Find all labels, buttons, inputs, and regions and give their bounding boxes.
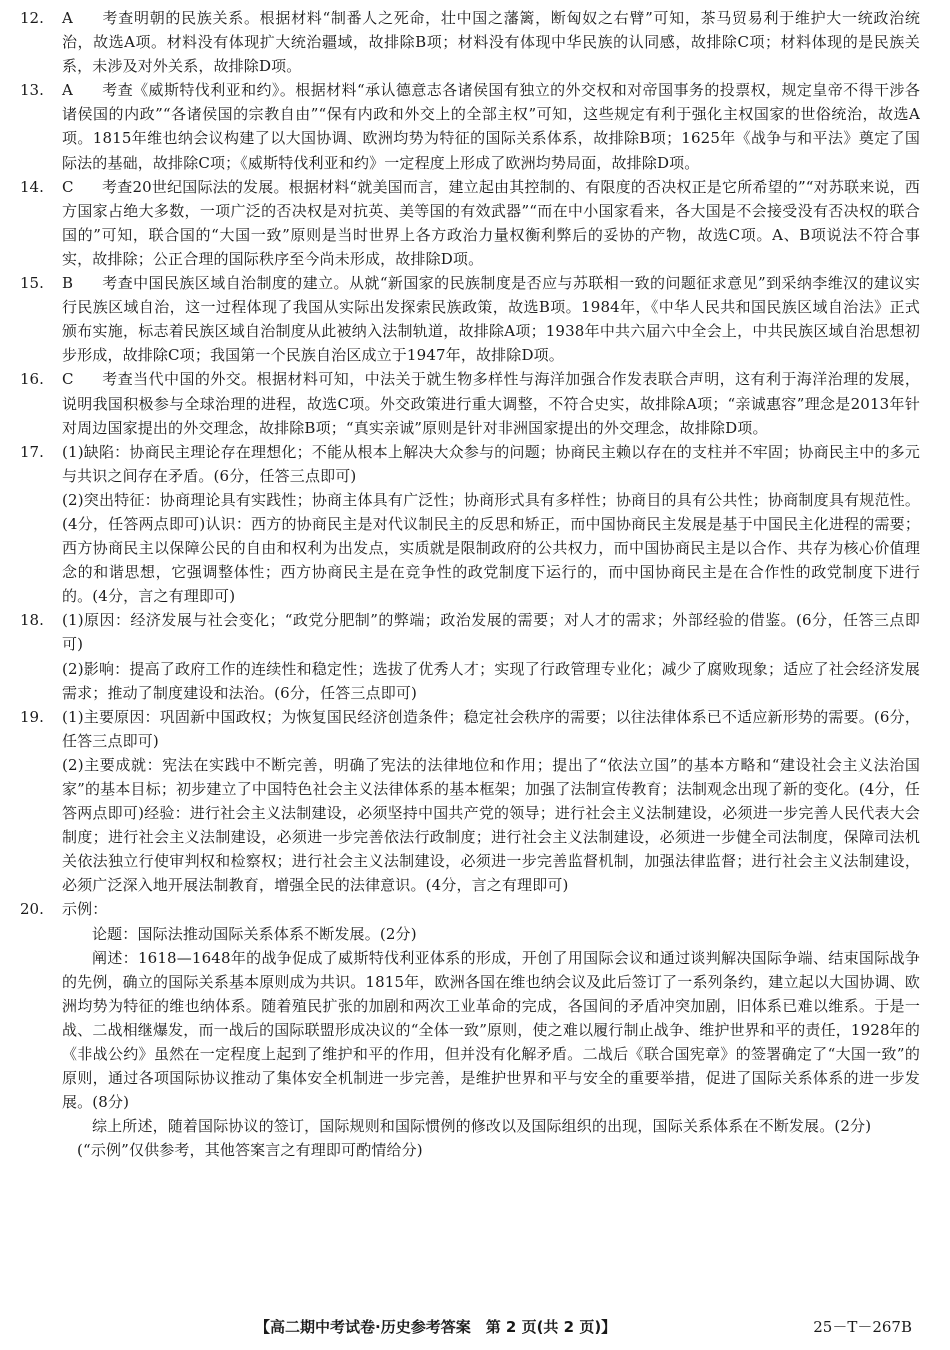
answer-explanation (62, 175, 920, 271)
answer-choice: B (62, 274, 74, 293)
explanation-text: 考查当代中国的外交。根据材料可知，中法关于就生物多样性与海洋加强合作发表联合声明，这有利于海洋治理的发展，说明我国积极参与全球治理的进程，故选C项。外交政策进行重大调整，不符合史实，故排除A项；“亲诚惠容”理念是2013年针对周边国家提出的外交理念，故排除B项；“真实亲诚”原则是针对非洲国家提出的外交理念，故排除D项。 (62, 370, 920, 437)
answer-item-13 (20, 78, 920, 174)
example-heading: 示例： (62, 900, 108, 919)
answer-choice: C (62, 370, 74, 389)
question-number: 12. (20, 9, 44, 27)
question-number: 13. (20, 81, 44, 100)
answer-choice: A (62, 81, 73, 100)
question-number: 18. (20, 611, 44, 630)
question-number: 20. (20, 900, 44, 919)
answer-explanation (62, 367, 920, 439)
essay-conclusion: 综上所述，随着国际协议的签订，国际规则和国际惯例的修改以及国际组织的出现，国际关系体系在不断发展。(2分) (92, 1117, 872, 1136)
grading-note: (“示例”仅供参考，其他答案言之有理即可酌情给分) (77, 1141, 423, 1160)
answer-choice: C (62, 177, 74, 196)
answer-item-14 (20, 175, 920, 271)
answer-explanation (62, 6, 920, 78)
answer-item-15 (20, 271, 920, 367)
answer-key-page (20, 6, 920, 1163)
explanation-text: 考查明朝的民族关系。根据材料“制番人之死命，壮中国之藩篱，断匈奴之右臂”可知，茶马贸易利于维护大一统政治统治，故选A项。材料没有体现扩大统治疆域，故排除B项；材料没有体现中华民族的认同感，故排除C项；材料体现的是民族关系，未涉及对外关系，故排除D项。 (62, 9, 920, 76)
answer-part-2: (2)影响：提高了政府工作的连续性和稳定性；选拔了优秀人才；实现了行政管理专业化；减少了腐败现象；适应了社会经济发展需求；推动了制度建设和法治。(6分，任答三点即可) (62, 659, 920, 702)
answer-part-1: (1)主要原因：巩固新中国政权；为恢复国民经济创造条件；稳定社会秩序的需要；以往法律体系已不适应新形势的需要。(6分，任答三点即可) (62, 707, 920, 750)
explanation-text: 考查中国民族区域自治制度的建立。从就“新国家的民族制度是否应与苏联相一致的问题征求意见”到采纳李维汉的建议实行民族区域自治，这一过程体现了我国从实际出发探索民族政策，故选B项。1984年，《中华人民共和国民族区域自治法》正式颁布实施，标志着民族区域自治制度从此被纳入法制轨道，故排除A项；1938年中共六届六中全会上，中共民族区域自治思想初步形成，故排除C项；我国第一个民族自治区成立于1947年，故排除D项。 (62, 274, 920, 365)
page-footer (0, 1315, 950, 1343)
answer-explanation (62, 78, 920, 174)
question-number: 14. (20, 177, 44, 196)
question-number: 19. (20, 707, 44, 726)
answer-item-19 (20, 705, 920, 898)
question-number: 16. (20, 370, 44, 389)
answer-choice: A (62, 9, 73, 27)
answer-part-1: (1)缺陷：协商民主理论存在理想化；不能从根本上解决大众参与的问题；协商民主赖以存在的支柱并不牢固；协商民主中的多元与共识之间存在矛盾。(6分，任答三点即可) (62, 442, 920, 485)
explanation-text: 考查《威斯特伐利亚和约》。根据材料“承认德意志各诸侯国有独立的外交权和对帝国事务的投票权，规定皇帝不得干涉各诸侯国的内政”“各诸侯国的宗教自由”“保有内政和外交上的全部主权”可知，这些规定有利于强化主权国家的世俗统治，故选A项。1815年维也纳会议构建了以大国协调、欧洲均势为特征的国际关系体系，故排除B项；1625年《战争与和平法》奠定了国际法的基础，故排除C项；《威斯特伐利亚和约》一定程度上形成了欧洲均势局面，故排除D项。 (62, 81, 920, 172)
explanation-text: 考查20世纪国际法的发展。根据材料“就美国而言，建立起由其控制的、有限度的否决权正是它所希望的”“对苏联来说，西方国家占绝大多数，一项广泛的否决权是对抗英、美等国的有效武器”“而在中小国家看来，各大国是不会接受没有否决权的联合国的”可知，联合国的“大国一致”原则是当时世界上各方政治力量权衡利弊后的妥协的产物，故选C项。A、B项说法不符合事实，故排除；公正合理的国际秩序至今尚未形成，故排除D项。 (62, 177, 920, 268)
question-number: 15. (20, 274, 44, 293)
answer-explanation (62, 705, 920, 898)
answer-item-16 (20, 367, 920, 439)
answer-explanation (62, 271, 920, 367)
essay-example (62, 922, 920, 1163)
footer-title: 【高二期中考试卷·历史参考答案 第 2 页(共 2 页)】 (255, 1318, 617, 1336)
answer-item-17 (20, 440, 920, 609)
answer-explanation (62, 440, 920, 609)
answer-item-12 (20, 6, 920, 78)
answer-item-18 (20, 608, 920, 704)
answer-explanation (62, 608, 920, 704)
answer-item-20 (20, 897, 920, 921)
essay-thesis: 论题：国际法推动国际关系体系不断发展。(2分) (92, 924, 417, 943)
question-number: 17. (20, 442, 44, 461)
answer-part-1: (1)原因：经济发展与社会变化；“政党分肥制”的弊端；政治发展的需要；对人才的需求；外部经验的借鉴。(6分，任答三点即可) (62, 611, 920, 654)
answer-part-2: (2)主要成就：宪法在实践中不断完善，明确了宪法的法律地位和作用；提出了“依法立国”的基本方略和“建设社会主义法治国家”的基本目标；初步建立了中国特色社会主义法律体系的基本框架；加强了法制宣传教育；法制观念出现了新的变化。(4分，任答两点即可)经验：进行社会主义法制建设，必须坚持中国共产党的领导；进行社会主义法制建设，必须进一步完善人民代表大会制度；进行社会主义法制建设，必须进一步完善依法行政制度；进行社会主义法制建设，必须进一步健全司法制度，保障司法机关依法独立行使审判权和检察权；进行社会主义法制建设，必须进一步完善监督机制，加强法律监督；进行社会主义法制建设，必须广泛深入地开展法制教育，增强全民的法律意识。(4分，言之有理即可) (62, 755, 920, 895)
essay-argument: 阐述：1618—1648年的战争促成了威斯特伐利亚体系的形成，开创了用国际会议和通过谈判解决国际争端、结束国际战争的先例，确立的国际关系基本原则成为共识。1815年，欧洲各国在维也纳会议及此后签订了一系列条约，建立起以大国协调、欧洲均势为特征的维也纳体系。随着殖民扩张的加剧和两次工业革命的完成，各国间的矛盾冲突加剧，旧体系已难以维系。于是一战、二战相继爆发，而一战后的国际联盟形成决议的“全体一致”原则，使之难以履行制止战争、维护世界和平的责任，1928年的《非战公约》虽然在一定程度上起到了维护和平的作用，但并没有化解矛盾。二战后《联合国宪章》的签署确定了“大国一致”的原则，通过各项国际协议推动了集体安全机制进一步完善，是维护世界和平与安全的重要举措，促进了国际关系体系的进一步发展。(8分) (62, 948, 920, 1112)
answer-part-2: (2)突出特征：协商理论具有实践性；协商主体具有广泛性；协商形式具有多样性；协商目的具有公共性；协商制度具有规范性。(4分，任答两点即可)认识：西方的协商民主是对代议制民主的反思和矫正，而中国协商民主发展是基于中国民主化进程的需要；西方协商民主以保障公民的自由和权利为出发点，实质就是限制政府的公共权力，而中国协商民主是以合作、共存为核心价值理念的和谐思想，它强调整体性；西方协商民主是在竞争性的政党制度下运行的，而中国协商民主是在合作性的政党制度下进行的。(4分，言之有理即可) (62, 490, 920, 606)
paper-code: 25－T－267B (813, 1318, 912, 1336)
